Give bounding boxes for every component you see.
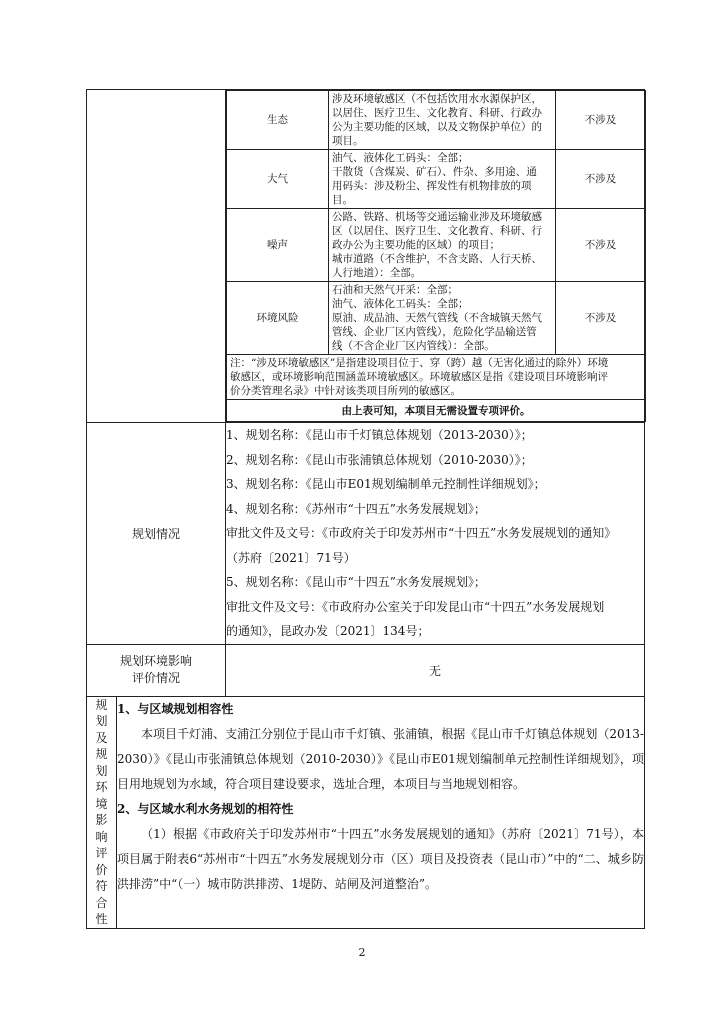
desc-line: 用码头：涉及粉尘、挥发性有机物排放的项目。 (332, 180, 532, 206)
env-category: 大气 (227, 150, 329, 209)
conclusion-row (227, 400, 646, 422)
desc-line: 项目。 (332, 135, 364, 147)
label-char: 环 (95, 780, 108, 794)
planning-content (226, 423, 645, 645)
desc-line: 公路、铁路、机场等交通运输业涉及环境敏感 (332, 211, 542, 223)
para-line: 号），本项目属于附表6“苏州市“十四五”水务发展规划分市（区）项目及投资表（昆山市）” (117, 826, 644, 866)
label-char: 境 (95, 796, 108, 811)
env-result: 不涉及 (556, 282, 646, 355)
para-line: 中的“二、城乡防洪排涝”中“（一）城市防洪排涝、1堤防、站闸及河道整治”。 (117, 851, 644, 891)
planning-row (87, 423, 645, 645)
env-description (329, 91, 556, 150)
page-number: 2 (358, 946, 366, 959)
planning-line: （苏府〔2021〕71号） (226, 550, 356, 565)
planning-line: 5、规划名称：《昆山市“十四五”水务发展规划》； (226, 575, 486, 589)
conformity-content (117, 696, 645, 928)
para-line: 容。 (501, 776, 526, 791)
label-char: 价 (95, 862, 108, 877)
para-line: 性详细规划》，项目用地规划为水域，符合项目建设要求，选址合理，本项目与当地规划相 (117, 751, 644, 791)
env-table-cell (226, 90, 645, 423)
planning-line: 审批文件及文号：《市政府关于印发苏州市“十四五”水务发展规划的通知》 (226, 526, 617, 540)
env-row-air (227, 150, 646, 209)
desc-line: 油气、液体化工码头：全部； (332, 152, 469, 164)
note-line: 价分类管理名录》中针对该类项目所列的敏感区。 (230, 385, 461, 397)
form-table (86, 89, 645, 929)
para-line: （2013-2030）》《昆山市张浦镇总体规划（2010-2030）》《昆山市E01规划编制单元控制 (117, 726, 644, 766)
desc-line: 政办公为主要功能的区域）的项目； (332, 239, 500, 251)
planning-line: 审批文件及文号：《市政府办公室关于印发昆山市“十四五”水务发展规划 (226, 599, 605, 614)
conformity-row (87, 696, 645, 928)
label-char: 性 (95, 912, 108, 926)
desc-line: 原油、成品油、天然气管线（不含城镇天然气 (332, 312, 542, 324)
planning-line: 4、规划名称：《苏州市“十四五”水务发展规划》； (226, 501, 486, 516)
desc-line: 涉及环境敏感区（不包括饮用水水源保护区， (332, 93, 542, 105)
paragraph (117, 722, 644, 797)
label-char: 划 (95, 714, 108, 728)
label-char: 评 (95, 846, 108, 860)
label-line: 规划环境影响 (119, 654, 192, 668)
desc-line: 干散货（含煤炭、矿石）、件杂、多用途、通 (332, 166, 537, 178)
env-result: 不涉及 (556, 150, 646, 209)
label-line: 评价情况 (131, 671, 180, 685)
planning-line: 1、规划名称：《昆山市千灯镇总体规划（2013-2030）》； (226, 428, 533, 442)
desc-line: 城市道路（不含维护，不含支路、人行天桥、 (332, 253, 542, 265)
label-char: 规 (95, 697, 108, 712)
env-result: 不涉及 (556, 209, 646, 282)
section-heading: 1、与区域规划相容性 (117, 701, 234, 716)
planning-line: 的通知》，昆政办发〔2021〕134号； (226, 624, 430, 638)
label-char: 合 (95, 895, 108, 910)
env-note (227, 355, 646, 400)
label-char: 响 (95, 829, 108, 844)
para-line: （1）根据《市政府关于印发苏州市“十四五”水务发展规划的通知》（苏府〔2021〕71 (141, 826, 602, 841)
special-assessment-conclusion: 由上表可知，本项目无需设置专项评价。 (227, 400, 646, 422)
planning-line: 2、规划名称：《昆山市张浦镇总体规划（2010-2030）》； (226, 452, 533, 467)
env-row-noise (227, 209, 646, 282)
para-line: 本项目千灯浦、支浦江分别位于昆山市千灯镇、张浦镇，根据《昆山市千灯镇总体规划 (141, 726, 598, 741)
env-row-ecology (227, 91, 646, 150)
env-description (329, 282, 556, 355)
label-char: 符 (95, 879, 108, 893)
plan-env-row (87, 644, 645, 696)
planning-label: 规划情况 (87, 423, 226, 645)
desc-line: 区（以居住、医疗卫生、文化教育、科研、行 (332, 225, 542, 237)
section-heading: 2、与区域水利水务规划的相符性 (117, 801, 294, 816)
desc-line: 线（不含企业厂区内管线）：全部。 (332, 340, 495, 352)
env-sensitivity-table (226, 90, 646, 422)
desc-line: 公为主要功能的区域，以及文物保护单位）的 (332, 121, 542, 133)
env-result: 不涉及 (556, 91, 646, 150)
conformity-side-label (87, 696, 117, 928)
env-category: 环境风险 (227, 282, 329, 355)
blank-cell (87, 90, 226, 423)
env-description (329, 150, 556, 209)
planning-line: 3、规划名称：《昆山市E01规划编制单元控制性详细规划》； (226, 477, 546, 491)
env-category: 噪声 (227, 209, 329, 282)
env-note-row (227, 355, 646, 400)
env-row-risk (227, 282, 646, 355)
plan-env-label (87, 644, 226, 696)
note-line: 注：“涉及环境敏感区”是指建设项目位于、穿（跨）越（无害化通过的除外）环境 (230, 357, 609, 369)
label-char: 规 (95, 747, 108, 761)
note-line: 敏感区，或环境影响范围涵盖环境敏感区。环境敏感区是指《建设项目环境影响评 (230, 371, 608, 383)
label-char: 影 (95, 813, 108, 827)
desc-line: 人行地道）：全部。 (332, 267, 422, 279)
desc-line: 管线、企业厂区内管线），危险化学品输送管 (332, 326, 537, 338)
env-description (329, 209, 556, 282)
desc-line: 油气、液体化工码头：全部； (332, 298, 469, 310)
label-char: 及 (95, 730, 108, 745)
label-char: 划 (95, 763, 108, 778)
paragraph (117, 822, 644, 897)
desc-line: 石油和天然气开采：全部； (332, 284, 458, 296)
desc-line: 以居住、医疗卫生、文化教育、科研、行政办 (332, 107, 542, 119)
env-table-row (87, 90, 645, 423)
plan-env-value: 无 (226, 644, 645, 696)
env-category: 生态 (227, 91, 329, 150)
